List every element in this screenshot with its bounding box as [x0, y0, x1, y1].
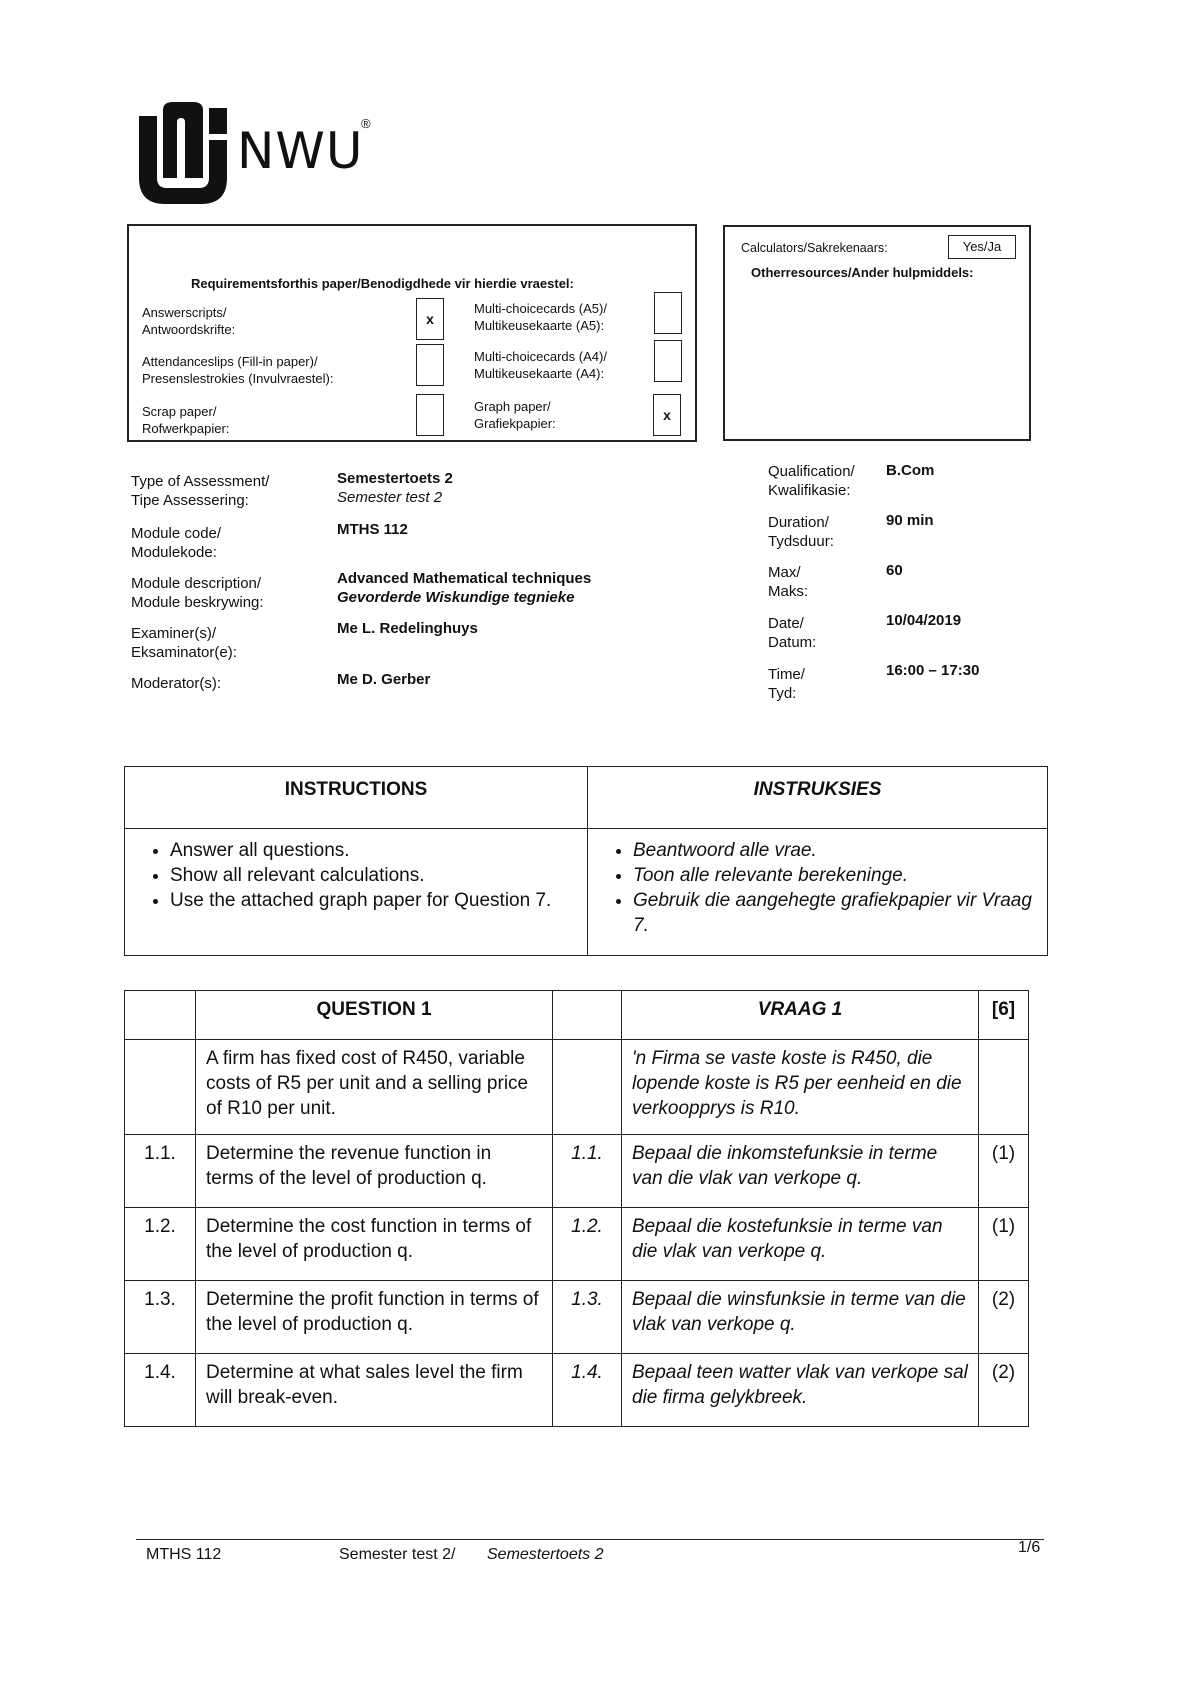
meta-value-moderator: Me D. Gerber — [337, 671, 431, 688]
part-number-af: 1.4. — [553, 1354, 622, 1427]
instruction-item: • Answer all questions. — [170, 838, 586, 863]
question-intro-row — [125, 1040, 1029, 1135]
meta-label-module-code: Module code/ Modulekode: — [131, 525, 222, 561]
meta-value-module-description: Advanced Mathematical techniques Gevorderde Wiskundige tegnieke — [337, 570, 592, 606]
question-header-af: VRAAG 1 — [622, 991, 979, 1040]
footer-module-code: MTHS 112 — [146, 1546, 222, 1563]
checkbox-answerscripts[interactable]: x — [416, 298, 444, 340]
part-text-en: Determine at what sales level the firm will break-even. — [196, 1354, 553, 1427]
part-text-af: Bepaal die winsfunksie in terme van die vlak van verkope q. — [622, 1281, 979, 1354]
part-marks: (2) — [979, 1354, 1029, 1427]
nwu-emblem-icon — [133, 100, 233, 210]
instruction-item: • Beantwoord alle vrae. — [633, 838, 1046, 863]
req-label-mc-a5: Multi-choicecards (A5)/ Multikeusekaarte (A5): — [474, 301, 607, 333]
checkbox-scrap-paper[interactable] — [416, 394, 444, 436]
question-part-row — [125, 1208, 1029, 1281]
instruction-item: • Use the attached graph paper for Question 7. — [170, 888, 586, 913]
instructions-list-af — [588, 829, 1048, 956]
meta-value-max: 60 — [886, 562, 903, 579]
part-text-af: Bepaal teen watter vlak van verkope sal die firma gelykbreek. — [622, 1354, 979, 1427]
question-intro-af: 'n Firma se vaste koste is R450, die lopende koste is R5 per eenheid en die verkoopprys is R10. — [622, 1040, 979, 1135]
meta-value-assessment-type: Semestertoets 2 Semester test 2 — [337, 470, 453, 506]
instructions-header-af: INSTRUKSIES — [588, 767, 1048, 829]
registered-mark: ® — [361, 116, 371, 131]
part-marks: (2) — [979, 1281, 1029, 1354]
part-number-af: 1.3. — [553, 1281, 622, 1354]
checkbox-graph-paper[interactable]: x — [653, 394, 681, 436]
part-text-af: Bepaal die inkomstefunksie in terme van die vlak van verkope q. — [622, 1135, 979, 1208]
question-total-marks: [6] — [979, 991, 1029, 1040]
part-text-en: Determine the cost function in terms of the level of production q. — [196, 1208, 553, 1281]
instruction-item: • Gebruik die aangehegte grafiekpapier vir Vraag 7. — [633, 888, 1046, 938]
question-part-row — [125, 1281, 1029, 1354]
question-table — [124, 990, 1029, 1427]
meta-value-date: 10/04/2019 — [886, 612, 962, 629]
footer-divider — [136, 1539, 1044, 1540]
meta-value-time: 16:00 – 17:30 — [886, 662, 980, 679]
footer-test-en: Semester test 2/ — [339, 1546, 456, 1563]
logo-text: NWU — [237, 122, 364, 180]
req-label-graph-paper: Graph paper/ Grafiekpapier: — [474, 399, 556, 431]
instructions-list-en — [125, 829, 588, 956]
checkbox-mc-a5[interactable] — [654, 292, 682, 334]
resources-box — [723, 225, 1031, 441]
question-part-row — [125, 1354, 1029, 1427]
meta-label-duration: Duration/ Tydsduur: — [768, 514, 834, 550]
meta-value-module-code: MTHS 112 — [337, 521, 408, 538]
footer-test-af: Semestertoets 2 — [487, 1546, 604, 1563]
meta-value-qualification: B.Com — [886, 462, 935, 479]
part-number: 1.3. — [125, 1281, 196, 1354]
meta-label-time: Time/ Tyd: — [768, 666, 805, 702]
other-resources-label: Otherresources/Ander hulpmiddels: — [751, 265, 974, 280]
meta-value-examiner: Me L. Redelinghuys — [337, 620, 478, 637]
part-number: 1.2. — [125, 1208, 196, 1281]
meta-label-moderator: Moderator(s): — [131, 675, 222, 692]
calculators-value: Yes/Ja — [948, 235, 1016, 259]
calculators-label: Calculators/Sakrekenaars: — [741, 241, 888, 255]
instruction-item: • Toon alle relevante berekeninge. — [633, 863, 1046, 888]
meta-label-examiner: Examiner(s)/ Eksaminator(e): — [131, 625, 237, 661]
question-intro-en: A firm has fixed cost of R450, variable costs of R5 per unit and a selling price of R10 per unit. — [196, 1040, 553, 1135]
req-label-answerscripts: Answerscripts/ Antwoordskrifte: — [142, 305, 236, 337]
instruction-item: • Show all relevant calculations. — [170, 863, 586, 888]
part-number: 1.1. — [125, 1135, 196, 1208]
meta-value-duration: 90 min — [886, 512, 934, 529]
question-header-en: QUESTION 1 — [196, 991, 553, 1040]
requirements-title: Requirementsforthis paper/Benodigdhede vir hierdie vraestel: — [191, 276, 574, 291]
instructions-header-en: INSTRUCTIONS — [125, 767, 588, 829]
footer-page-number: 1/6 — [1018, 1539, 1041, 1556]
req-label-mc-a4: Multi-choicecards (A4)/ Multikeusekaarte (A4): — [474, 349, 607, 381]
part-marks: (1) — [979, 1208, 1029, 1281]
meta-label-assessment-type: Type of Assessment/ Tipe Assessering: — [131, 473, 270, 509]
req-label-attendance: Attendanceslips (Fill-in paper)/ Presenslestrokies (Invulvraestel): — [142, 354, 334, 386]
nwu-logo — [133, 100, 393, 210]
part-text-en: Determine the profit function in terms of the level of production q. — [196, 1281, 553, 1354]
part-text-af: Bepaal die kostefunksie in terme van die vlak van verkope q. — [622, 1208, 979, 1281]
req-label-scrap-paper: Scrap paper/ Rofwerkpapier: — [142, 404, 230, 436]
instructions-table — [124, 766, 1048, 956]
part-marks: (1) — [979, 1135, 1029, 1208]
part-text-en: Determine the revenue function in terms of the level of production q. — [196, 1135, 553, 1208]
question-part-row — [125, 1135, 1029, 1208]
requirements-box — [127, 224, 697, 442]
part-number-af: 1.2. — [553, 1208, 622, 1281]
part-number-af: 1.1. — [553, 1135, 622, 1208]
meta-label-date: Date/ Datum: — [768, 615, 817, 651]
meta-label-qualification: Qualification/ Kwalifikasie: — [768, 463, 855, 499]
checkbox-attendance[interactable] — [416, 344, 444, 386]
part-number: 1.4. — [125, 1354, 196, 1427]
meta-label-module-description: Module description/ Module beskrywing: — [131, 575, 264, 611]
checkbox-mc-a4[interactable] — [654, 340, 682, 382]
meta-label-max: Max/ Maks: — [768, 564, 809, 600]
